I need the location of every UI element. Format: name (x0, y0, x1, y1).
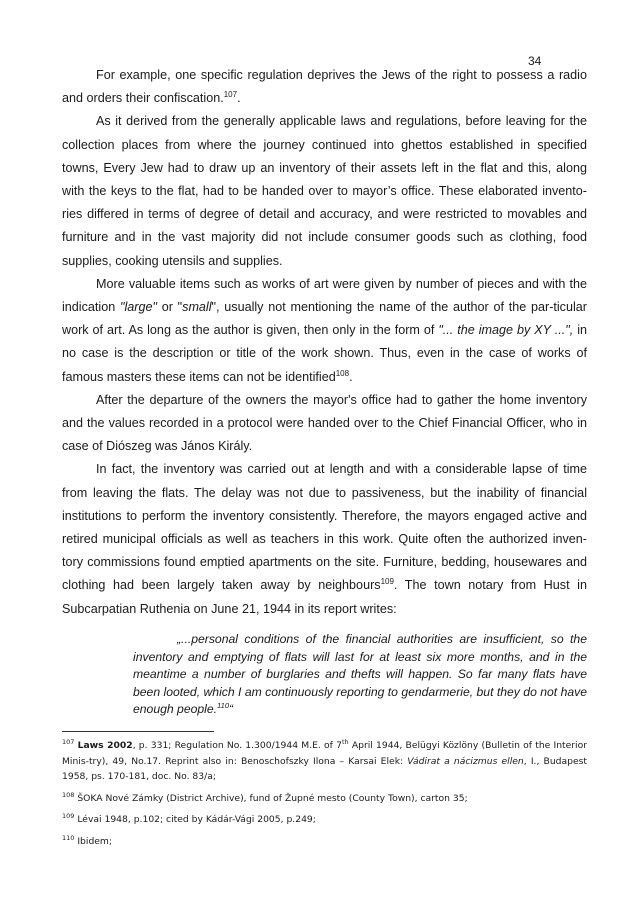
footnote-ref-110[interactable]: 110 (217, 701, 230, 711)
paragraph-text: More valuable items such as works of art were given by number of pieces and with the indication (62, 276, 587, 315)
page-number: 34 (528, 54, 542, 68)
footnote-108 (62, 791, 587, 807)
paragraph-text: ", usually not mentioning the name of the author of the par-ticular work of art. As long as the author is given, then only in the form of (62, 300, 587, 338)
quote-text (133, 631, 587, 719)
paragraph-text: or " (156, 300, 183, 315)
italic-term: "... the image by XY ...", (438, 323, 574, 338)
body-text (62, 64, 587, 621)
footnote-text: Lévai 1948, p.102; cited by Kádár-Vági 2005, p.249; (77, 814, 316, 826)
paragraph-inventory-delay (62, 458, 587, 620)
paragraph-text: For example, one specific regulation deprives the Jews of the right to possess a radio and orders their confiscation. (62, 68, 587, 106)
footnote-number: 108 (62, 790, 75, 799)
quote-close: “ (229, 702, 234, 717)
paragraph-works-of-art (62, 273, 587, 389)
footnote-text: , I., Budapest 1958, ps. 170-181, doc. No. 83/a; (62, 755, 587, 783)
paragraph-mayors-office (62, 389, 587, 459)
footnote-ref-109[interactable]: 109 (380, 577, 394, 587)
footnote-ref-108[interactable]: 108 (335, 368, 350, 378)
footnote-text: April 1944, Belügyi Közlöny (Bulletin of the Interior Minis-try), 49, No.17. Reprint also in: Benoschofszky Ilona – Karsai Elek: (62, 740, 588, 767)
footnotes (62, 738, 587, 856)
footnote-text: , p. 331; Regulation No. 1.300/1944 M.E. of 7 (132, 740, 342, 751)
paragraph-text: After the departure of the owners the mayor's office had to gather the home inventory and the values recorded in a protocol were handed over to the Chief Financial Officer, who in case of Diószeg was János Király. (62, 392, 587, 454)
quote-body: „...personal conditions of the financial authorities are insufficient, so the inventory and emptying of flats will last for at least six more months, and in the meantime a number of burglaries and thefts will happen. So far many flats have been looted, which I am continuously reporting to gendarmerie, but they do not have enough people. (133, 632, 587, 717)
footnote-number: 109 (62, 812, 75, 821)
paragraph-text: . The town notary from Hust in Subcarpatian Ruthenia on June 21, 1944 in its report writes: (62, 578, 587, 616)
footnote-107 (62, 738, 587, 785)
paragraph-inventory (62, 110, 587, 272)
ordinal-suffix: th (341, 738, 349, 746)
footnote-number: 110 (62, 833, 75, 842)
footnote-source-bold: Laws 2002 (77, 740, 133, 751)
paragraph-text: . (237, 91, 241, 106)
footnote-italic-title: Vádirat a nácizmus ellen (407, 755, 524, 767)
footnote-ref-107[interactable]: 107 (223, 90, 238, 100)
footnote-text: Ibidem; (77, 835, 112, 847)
paragraph-text: in no case is the description or title of the work shown. Thus, even in the case of works of famous masters these items can not be identified (62, 323, 587, 384)
footnote-number: 107 (62, 738, 75, 746)
italic-term: small (182, 300, 212, 315)
italic-term: "large" (119, 300, 157, 315)
footnote-separator (62, 731, 214, 732)
footnote-109 (62, 812, 587, 828)
paragraph-text: In fact, the inventory was carried out at length and with a considerable lapse of time from leaving the flats. The delay was not due to passiveness, but the inability of financial institutions to perform the inventory consistently. Therefore, the mayors engaged active and retired municipal officials as well as teachers in this work. Quite often the authorized inven-tory commissions found emptied apartments on the site. Furniture, bedding, housewares and clothing had been largely taken away by neighbours (62, 462, 587, 593)
paragraph-text: As it derived from the generally applicable laws and regulations, before leaving for the collection places from where the journey continued into ghettos established in specified towns, Every Jew had to draw up an inventory of their assets left in the flat and this, along with the keys to the flat, had to be handed over to mayor’s office. These elaborated invento-ries differed in terms of degree of detail and accuracy, and were restricted to movables and furniture and in the vast majority did not include consumer goods such as clothing, food supplies, cooking utensils and supplies. (62, 114, 587, 268)
footnote-text: ŠOKA Nové Zámky (District Archive), fund of Župné mesto (County Town), carton 35; (77, 792, 468, 804)
block-quote (133, 631, 587, 719)
paragraph-text: . (349, 369, 353, 384)
footnote-110 (62, 834, 587, 850)
paragraph-radio-regulation (62, 64, 587, 110)
